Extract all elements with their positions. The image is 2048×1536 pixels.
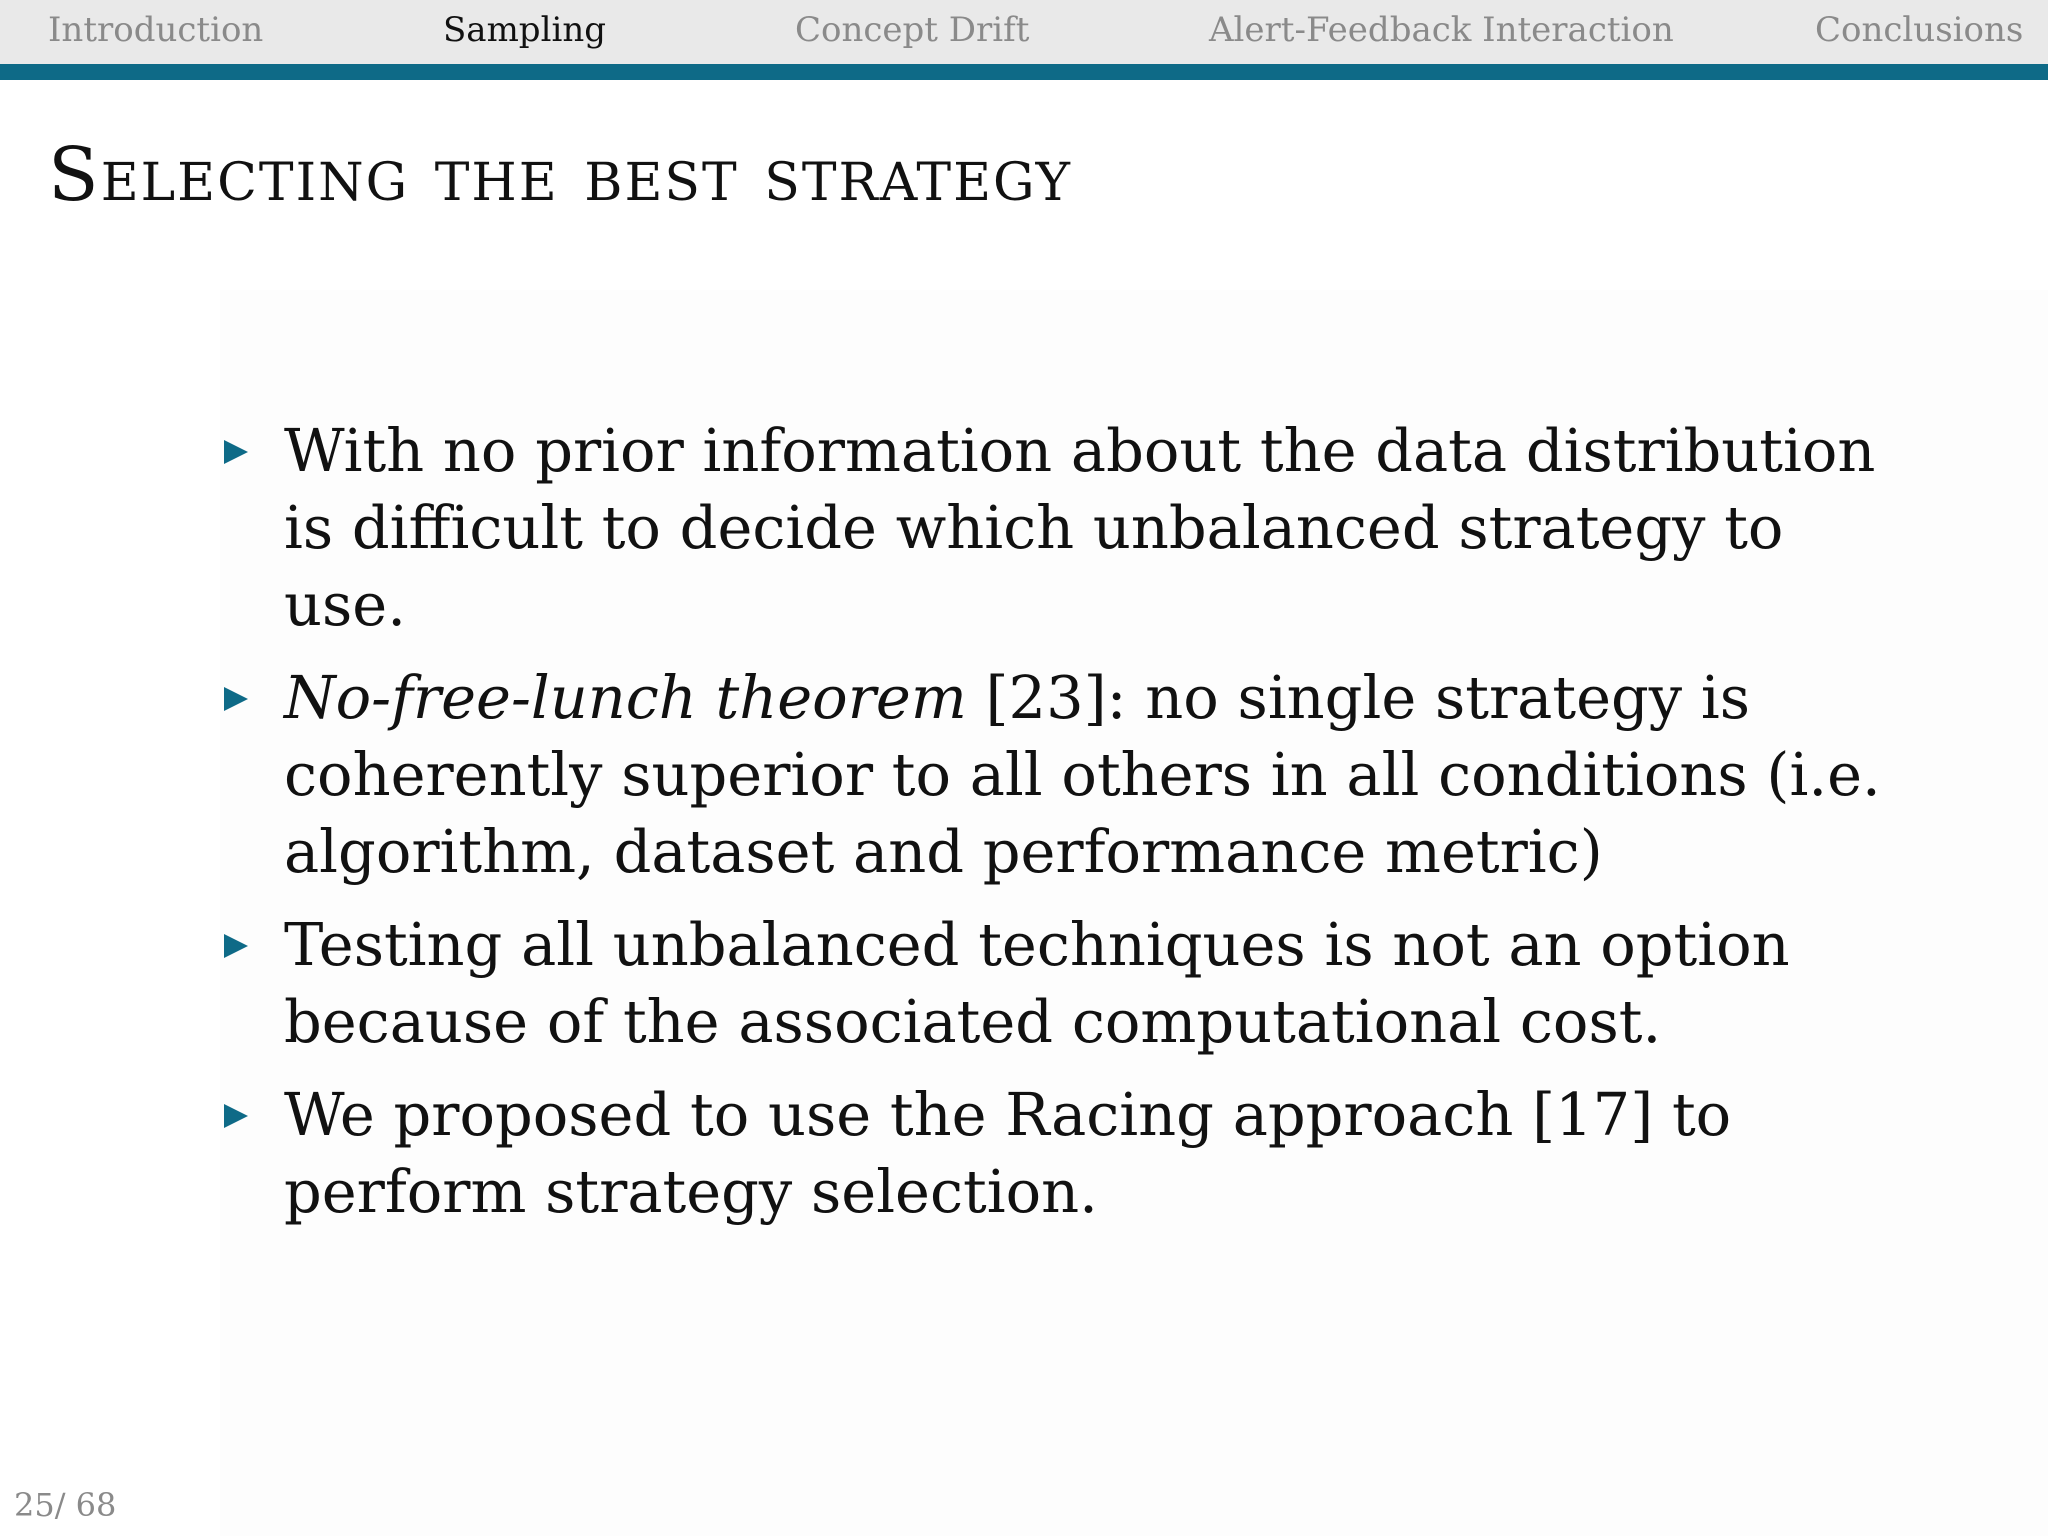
bullet-item (220, 412, 1900, 643)
nav-section-sampling[interactable]: Sampling (443, 10, 606, 50)
bullet-item (220, 1076, 1900, 1230)
triangle-bullet-icon (224, 687, 248, 711)
slide-title: Selecting the best strategy (48, 132, 1072, 218)
nav-section-alert-feedback-interaction[interactable]: Alert-Feedback Interaction (1209, 10, 1674, 50)
header-accent-rule (0, 64, 2048, 80)
emphasized-term: No-free-lunch theorem (284, 663, 967, 732)
bullet-text: With no prior information about the data distribution is difficult to decide which unbalanced strategy to use. (284, 416, 1876, 639)
nav-section-introduction[interactable]: Introduction (48, 10, 264, 50)
nav-section-concept-drift[interactable]: Concept Drift (795, 10, 1030, 50)
bullet-text: [23]: no single strategy is coherently superior to all others in all conditions (i.e. algorithm, dataset and performance metric) (284, 663, 1881, 886)
bullet-text: We proposed to use the Racing approach [17] to perform strategy selection. (284, 1080, 1732, 1226)
section-navigation-bar (0, 0, 2048, 64)
nav-section-conclusions[interactable]: Conclusions (1815, 10, 2024, 50)
bullet-text-with-emphasis (284, 659, 1900, 890)
triangle-bullet-icon (224, 1104, 248, 1128)
bullet-text: Testing all unbalanced techniques is not an option because of the associated computational cost. (284, 910, 1790, 1056)
bullet-item (220, 659, 1900, 890)
page-counter: 25/ 68 (14, 1486, 117, 1524)
bullet-list (220, 412, 1900, 1246)
triangle-bullet-icon (224, 440, 248, 464)
triangle-bullet-icon (224, 934, 248, 958)
bullet-item (220, 906, 1900, 1060)
